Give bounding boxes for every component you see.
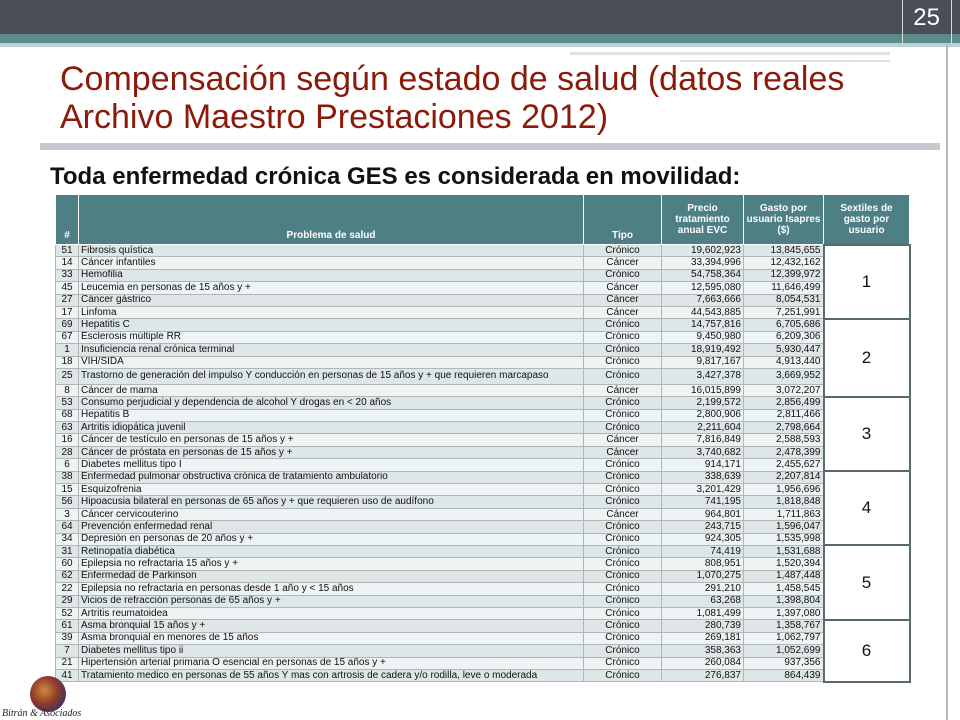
row-number: 7 [56, 645, 79, 657]
row-spend-per-user: 3,072,207 [744, 384, 824, 396]
row-health-problem: Cáncer de mama [79, 384, 584, 396]
row-health-problem: Hemofilia [79, 269, 584, 281]
health-compensation-table [55, 194, 911, 683]
row-number: 61 [56, 620, 79, 632]
row-spend-per-user: 13,845,655 [744, 245, 824, 257]
row-health-problem: Cáncer cervicouterino [79, 508, 584, 520]
row-spend-per-user: 5,930,447 [744, 344, 824, 356]
row-type: Cáncer [584, 446, 662, 458]
row-number: 60 [56, 558, 79, 570]
row-spend-per-user: 12,399,972 [744, 269, 824, 281]
row-health-problem: Epilepsia no refractaria 15 años y + [79, 558, 584, 570]
table-row [56, 508, 910, 520]
row-number: 27 [56, 294, 79, 306]
row-number: 6 [56, 459, 79, 471]
row-treatment-price: 9,817,167 [662, 356, 744, 368]
header-light-bar [0, 43, 960, 47]
row-treatment-price: 19,602,923 [662, 245, 744, 257]
table-row [56, 496, 910, 508]
row-number: 28 [56, 446, 79, 458]
row-spend-per-user: 1,956,696 [744, 484, 824, 496]
row-treatment-price: 74,419 [662, 545, 744, 557]
row-spend-per-user: 11,646,499 [744, 282, 824, 294]
table-row [56, 269, 910, 281]
row-treatment-price: 54,758,364 [662, 269, 744, 281]
row-health-problem: Esquizofrenia [79, 484, 584, 496]
row-type: Cáncer [584, 294, 662, 306]
table-row [56, 645, 910, 657]
row-treatment-price: 14,757,816 [662, 319, 744, 331]
table-row [56, 344, 910, 356]
row-treatment-price: 1,070,275 [662, 570, 744, 582]
slide-title: Compensación según estado de salud (datos reales Archivo Maestro Prestaciones 2012) [60, 60, 845, 136]
title-underline-bar [40, 143, 940, 150]
row-treatment-price: 964,801 [662, 508, 744, 520]
row-number: 69 [56, 319, 79, 331]
row-health-problem: Consumo perjudicial y dependencia de alcohol Y drogas en < 20 años [79, 397, 584, 409]
row-type: Crónico [584, 595, 662, 607]
table-row [56, 331, 910, 343]
row-type: Crónico [584, 471, 662, 483]
table-row [56, 368, 910, 384]
table-row [56, 669, 910, 681]
row-type: Crónico [584, 645, 662, 657]
row-health-problem: Cáncer gástrico [79, 294, 584, 306]
row-number: 14 [56, 257, 79, 269]
row-number: 68 [56, 409, 79, 421]
row-type: Crónico [584, 669, 662, 681]
sextile-group-4: 4 [824, 471, 910, 545]
row-type: Crónico [584, 319, 662, 331]
table-row [56, 397, 910, 409]
table-row [56, 434, 910, 446]
row-health-problem: Asma bronquial 15 años y + [79, 620, 584, 632]
table-row [56, 409, 910, 421]
row-health-problem: Diabetes mellitus tipo ii [79, 645, 584, 657]
row-health-problem: Hipertensión arterial primaria O esencial en personas de 15 años y + [79, 657, 584, 669]
row-type: Crónico [584, 368, 662, 384]
row-treatment-price: 12,595,080 [662, 282, 744, 294]
column-header-treatment-price: Precio tratamiento anual EVC [662, 195, 744, 245]
row-treatment-price: 269,181 [662, 632, 744, 644]
row-treatment-price: 291,210 [662, 583, 744, 595]
column-header-spend-per-user: Gasto por usuario Isapres ($) [744, 195, 824, 245]
table-row [56, 521, 910, 533]
sextile-group-5: 5 [824, 545, 910, 619]
row-health-problem: Artritis idiopática juvenil [79, 422, 584, 434]
row-number: 53 [56, 397, 79, 409]
row-treatment-price: 3,427,378 [662, 368, 744, 384]
row-number: 21 [56, 657, 79, 669]
row-treatment-price: 63,268 [662, 595, 744, 607]
row-spend-per-user: 4,913,440 [744, 356, 824, 368]
row-type: Crónico [584, 583, 662, 595]
row-treatment-price: 18,919,492 [662, 344, 744, 356]
row-treatment-price: 7,663,666 [662, 294, 744, 306]
row-treatment-price: 280,739 [662, 620, 744, 632]
row-health-problem: Enfermedad de Parkinson [79, 570, 584, 582]
row-number: 62 [56, 570, 79, 582]
row-type: Crónico [584, 422, 662, 434]
row-number: 17 [56, 306, 79, 318]
table-row [56, 545, 910, 557]
row-spend-per-user: 1,487,448 [744, 570, 824, 582]
row-treatment-price: 2,211,604 [662, 422, 744, 434]
row-health-problem: Insuficiencia renal crónica terminal [79, 344, 584, 356]
row-spend-per-user: 1,531,688 [744, 545, 824, 557]
row-health-problem: Hepatitis B [79, 409, 584, 421]
row-treatment-price: 2,800,906 [662, 409, 744, 421]
row-treatment-price: 243,715 [662, 521, 744, 533]
row-treatment-price: 358,363 [662, 645, 744, 657]
header-bar [0, 0, 960, 34]
row-health-problem: Enfermedad pulmonar obstructiva crónica de tratamiento ambulatorio [79, 471, 584, 483]
row-number: 41 [56, 669, 79, 681]
table-header-row [56, 195, 910, 245]
table-row [56, 459, 910, 471]
header-accent-bar [0, 34, 960, 43]
table-row [56, 607, 910, 619]
row-treatment-price: 741,195 [662, 496, 744, 508]
row-type: Cáncer [584, 306, 662, 318]
table-row [56, 245, 910, 257]
table-row [56, 446, 910, 458]
row-type: Crónico [584, 344, 662, 356]
row-treatment-price: 16,015,899 [662, 384, 744, 396]
row-type: Crónico [584, 397, 662, 409]
row-spend-per-user: 7,251,991 [744, 306, 824, 318]
row-type: Cáncer [584, 508, 662, 520]
slide-subtitle: Toda enfermedad crónica GES es considerada en movilidad: [50, 163, 741, 190]
row-type: Crónico [584, 269, 662, 281]
row-number: 31 [56, 545, 79, 557]
row-health-problem: Artritis reumatoidea [79, 607, 584, 619]
row-number: 52 [56, 607, 79, 619]
table-row [56, 319, 910, 331]
row-type: Crónico [584, 484, 662, 496]
row-health-problem: Asma bronquial en menores de 15 años [79, 632, 584, 644]
table-row [56, 632, 910, 644]
row-spend-per-user: 937,356 [744, 657, 824, 669]
row-health-problem: Cáncer de próstata en personas de 15 años y + [79, 446, 584, 458]
row-health-problem: Vicios de refracción personas de 65 años y + [79, 595, 584, 607]
row-health-problem: Prevención enfermedad renal [79, 521, 584, 533]
row-health-problem: Tratamiento medico en personas de 55 años Y mas con artrosis de cadera y/o rodilla, leve o moderada [79, 669, 584, 681]
row-treatment-price: 3,740,682 [662, 446, 744, 458]
row-number: 15 [56, 484, 79, 496]
row-spend-per-user: 2,207,814 [744, 471, 824, 483]
sextile-group-6: 6 [824, 620, 910, 682]
row-number: 39 [56, 632, 79, 644]
row-number: 3 [56, 508, 79, 520]
table-row [56, 558, 910, 570]
row-spend-per-user: 1,052,699 [744, 645, 824, 657]
row-spend-per-user: 1,818,848 [744, 496, 824, 508]
row-number: 8 [56, 384, 79, 396]
row-number: 67 [56, 331, 79, 343]
table-row [56, 294, 910, 306]
row-health-problem: Leucemia en personas de 15 años y + [79, 282, 584, 294]
row-number: 64 [56, 521, 79, 533]
row-spend-per-user: 2,588,593 [744, 434, 824, 446]
row-spend-per-user: 2,811,466 [744, 409, 824, 421]
slide-number: 25 [913, 4, 940, 31]
row-type: Crónico [584, 356, 662, 368]
row-type: Crónico [584, 545, 662, 557]
row-treatment-price: 2,199,572 [662, 397, 744, 409]
row-number: 29 [56, 595, 79, 607]
row-treatment-price: 338,639 [662, 471, 744, 483]
row-spend-per-user: 2,798,664 [744, 422, 824, 434]
row-health-problem: Cáncer infantiles [79, 257, 584, 269]
row-type: Crónico [584, 521, 662, 533]
row-number: 38 [56, 471, 79, 483]
row-spend-per-user: 1,711,863 [744, 508, 824, 520]
row-type: Crónico [584, 620, 662, 632]
row-type: Cáncer [584, 434, 662, 446]
table-row [56, 384, 910, 396]
row-type: Crónico [584, 533, 662, 545]
row-spend-per-user: 12,432,162 [744, 257, 824, 269]
table-row [56, 595, 910, 607]
row-treatment-price: 276,837 [662, 669, 744, 681]
row-number: 34 [56, 533, 79, 545]
row-number: 63 [56, 422, 79, 434]
row-treatment-price: 914,171 [662, 459, 744, 471]
row-treatment-price: 808,951 [662, 558, 744, 570]
sextile-group-1: 1 [824, 245, 910, 319]
table-row [56, 657, 910, 669]
column-header-sextiles: Sextiles de gasto por usuario [824, 195, 910, 245]
row-number: 25 [56, 368, 79, 384]
decorative-line [570, 52, 890, 55]
decorative-vertical-line [946, 44, 948, 720]
row-number: 33 [56, 269, 79, 281]
row-treatment-price: 9,450,980 [662, 331, 744, 343]
row-type: Cáncer [584, 257, 662, 269]
table-row [56, 306, 910, 318]
row-type: Crónico [584, 570, 662, 582]
table-row [56, 282, 910, 294]
row-treatment-price: 33,394,996 [662, 257, 744, 269]
table-row [56, 257, 910, 269]
row-type: Cáncer [584, 384, 662, 396]
row-type: Crónico [584, 496, 662, 508]
table-row [56, 484, 910, 496]
row-spend-per-user: 2,856,499 [744, 397, 824, 409]
row-spend-per-user: 6,209,306 [744, 331, 824, 343]
row-spend-per-user: 1,397,080 [744, 607, 824, 619]
row-treatment-price: 260,084 [662, 657, 744, 669]
row-spend-per-user: 1,458,545 [744, 583, 824, 595]
column-header-health-problem: Problema de salud [79, 195, 584, 245]
row-treatment-price: 924,305 [662, 533, 744, 545]
company-logo-text: Bitrán & Asociados [2, 708, 82, 719]
row-type: Crónico [584, 558, 662, 570]
row-type: Crónico [584, 409, 662, 421]
row-type: Cáncer [584, 282, 662, 294]
row-type: Crónico [584, 245, 662, 257]
row-treatment-price: 3,201,429 [662, 484, 744, 496]
row-number: 56 [56, 496, 79, 508]
row-health-problem: Diabetes mellitus tipo I [79, 459, 584, 471]
row-type: Crónico [584, 331, 662, 343]
row-type: Crónico [584, 459, 662, 471]
table-row [56, 620, 910, 632]
row-spend-per-user: 1,062,797 [744, 632, 824, 644]
row-type: Crónico [584, 632, 662, 644]
row-number: 51 [56, 245, 79, 257]
row-spend-per-user: 8,054,531 [744, 294, 824, 306]
row-health-problem: Depresión en personas de 20 años y + [79, 533, 584, 545]
sextile-group-2: 2 [824, 319, 910, 397]
company-logo [30, 676, 66, 712]
row-number: 16 [56, 434, 79, 446]
row-spend-per-user: 2,478,399 [744, 446, 824, 458]
row-spend-per-user: 1,535,998 [744, 533, 824, 545]
row-type: Crónico [584, 607, 662, 619]
sextile-group-3: 3 [824, 397, 910, 471]
row-number: 1 [56, 344, 79, 356]
row-spend-per-user: 1,398,804 [744, 595, 824, 607]
row-number: 22 [56, 583, 79, 595]
row-spend-per-user: 6,705,686 [744, 319, 824, 331]
row-health-problem: Esclerosis múltiple RR [79, 331, 584, 343]
row-spend-per-user: 1,520,394 [744, 558, 824, 570]
row-health-problem: Fibrosis quística [79, 245, 584, 257]
row-health-problem: Trastorno de generación del impulso Y conducción en personas de 15 años y + que requieren marcapaso [79, 368, 584, 384]
row-health-problem: Hepatitis C [79, 319, 584, 331]
table-row [56, 583, 910, 595]
row-treatment-price: 1,081,499 [662, 607, 744, 619]
row-treatment-price: 44,543,885 [662, 306, 744, 318]
row-health-problem: Epilepsia no refractaria en personas desde 1 año y < 15 años [79, 583, 584, 595]
row-spend-per-user: 864,439 [744, 669, 824, 681]
row-spend-per-user: 1,358,767 [744, 620, 824, 632]
row-number: 45 [56, 282, 79, 294]
table-row [56, 570, 910, 582]
row-health-problem: Hipoacusia bilateral en personas de 65 años y + que requieren uso de audífono [79, 496, 584, 508]
row-spend-per-user: 2,455,627 [744, 459, 824, 471]
column-header-type: Tipo [584, 195, 662, 245]
row-health-problem: Linfoma [79, 306, 584, 318]
row-health-problem: Cáncer de testículo en personas de 15 años y + [79, 434, 584, 446]
row-health-problem: VIH/SIDA [79, 356, 584, 368]
table-row [56, 471, 910, 483]
row-health-problem: Retinopatía diabética [79, 545, 584, 557]
row-spend-per-user: 1,596,047 [744, 521, 824, 533]
row-number: 18 [56, 356, 79, 368]
column-header-number: # [56, 195, 79, 245]
row-treatment-price: 7,816,849 [662, 434, 744, 446]
row-type: Crónico [584, 657, 662, 669]
row-spend-per-user: 3,669,952 [744, 368, 824, 384]
table-row [56, 422, 910, 434]
table-row [56, 356, 910, 368]
table-row [56, 533, 910, 545]
